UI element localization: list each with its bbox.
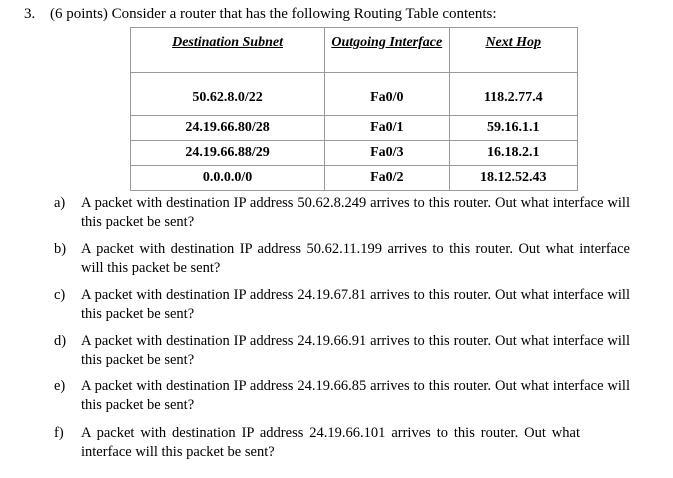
header-next-hop: Next Hop [449, 28, 578, 73]
subquestion-label: c) [54, 287, 66, 303]
table-row [131, 166, 578, 191]
subquestion-text: A packet with destination IP address 24.19.66.101 arrives to this router. Out what interface will this packet be sent? [81, 425, 580, 460]
subquestion-label: b) [54, 241, 67, 257]
question-text: (6 points) Consider a router that has the following Routing Table contents: [50, 6, 497, 22]
cell-destination: 0.0.0.0/0 [131, 166, 325, 191]
subquestion-label: f) [54, 425, 64, 441]
cell-next-hop: 118.2.77.4 [449, 73, 578, 116]
subquestion-d [54, 332, 630, 370]
cell-interface: Fa0/3 [325, 141, 449, 166]
subquestion-label: a) [54, 195, 66, 211]
header-outgoing-interface: Outgoing Interface [325, 28, 449, 73]
cell-next-hop: 16.18.2.1 [449, 141, 578, 166]
cell-destination: 50.62.8.0/22 [131, 73, 325, 116]
subquestion-text: A packet with destination IP address 24.19.67.81 arrives to this router. Out what interface will this packet be sent? [81, 287, 630, 322]
subquestion-text: A packet with destination IP address 24.19.66.85 arrives to this router. Out what interface will this packet be sent? [81, 378, 630, 413]
subquestion-text: A packet with destination IP address 50.62.8.249 arrives to this router. Out what interface will this packet be sent? [81, 195, 630, 230]
cell-interface: Fa0/0 [325, 73, 449, 116]
table-row [131, 73, 578, 116]
subquestion-text: A packet with destination IP address 50.62.11.199 arrives to this router. Out what interface will this packet be sent? [81, 241, 630, 276]
subquestion-e [54, 377, 630, 415]
cell-destination: 24.19.66.80/28 [131, 116, 325, 141]
table-row [131, 116, 578, 141]
cell-next-hop: 18.12.52.43 [449, 166, 578, 191]
cell-interface: Fa0/1 [325, 116, 449, 141]
cell-destination: 24.19.66.88/29 [131, 141, 325, 166]
question-number: 3. [24, 6, 36, 22]
subquestion-label: d) [54, 333, 67, 349]
routing-table [130, 27, 578, 191]
subquestion-text: A packet with destination IP address 24.19.66.91 arrives to this router. Out what interface will this packet be sent? [81, 333, 630, 368]
question-heading [24, 6, 497, 23]
subquestion-a [54, 194, 630, 232]
cell-interface: Fa0/2 [325, 166, 449, 191]
header-destination-subnet: Destination Subnet [131, 28, 325, 73]
table-header-row [131, 28, 578, 73]
table-row [131, 141, 578, 166]
subquestion-c [54, 286, 630, 324]
subquestion-f [54, 424, 580, 462]
cell-next-hop: 59.16.1.1 [449, 116, 578, 141]
subquestion-label: e) [54, 378, 66, 394]
subquestion-b [54, 240, 630, 278]
